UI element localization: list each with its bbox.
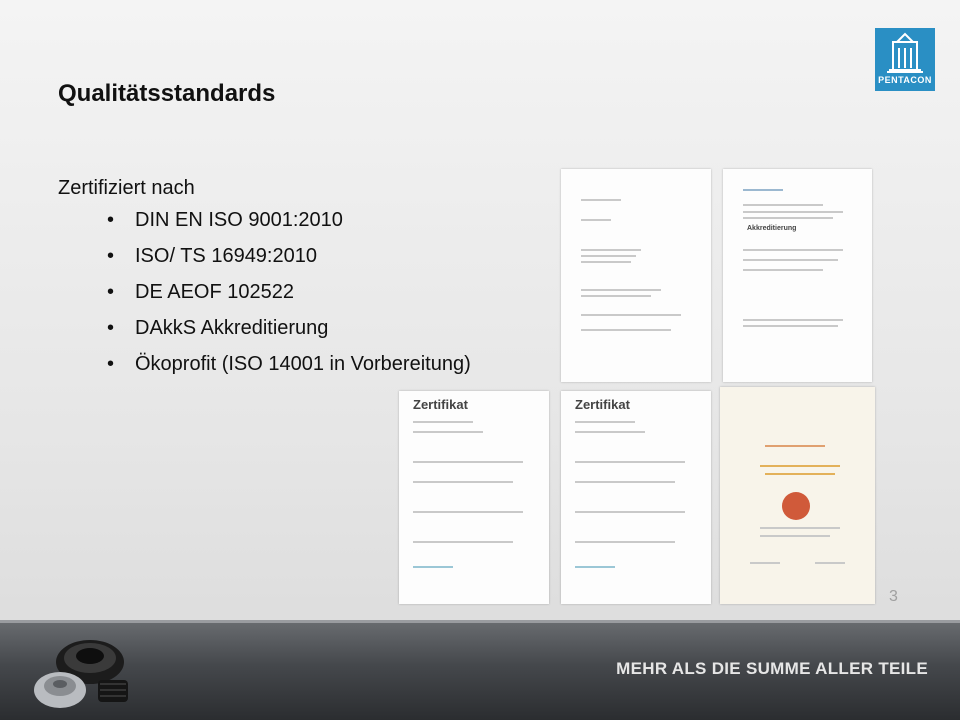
pentacon-logo (875, 28, 935, 91)
list-item (107, 244, 471, 280)
list-item-text: ISO/ TS 16949:2010 (135, 245, 317, 267)
footer-tagline: MEHR ALS DIE SUMME ALLER TEILE (616, 659, 928, 678)
certificate-heading: Zertifikat (575, 397, 630, 412)
slide-title: Qualitätsstandards (58, 80, 276, 107)
bullet-icon: • (107, 317, 115, 339)
certificate-image (720, 387, 875, 604)
list-item-text: DE AEOF 102522 (135, 281, 294, 303)
list-item (107, 352, 471, 388)
certificate-heading: Akkreditierung (747, 225, 797, 232)
lens-product-image (20, 622, 140, 720)
list-item-text: DAkkS Akkreditierung (135, 317, 329, 339)
bullet-icon: • (107, 353, 115, 375)
bullet-icon: • (107, 209, 115, 231)
list-item (107, 208, 471, 244)
certificate-image (561, 169, 711, 382)
list-item-text: DIN EN ISO 9001:2010 (135, 209, 343, 231)
ecoprofit-seal-icon (782, 492, 810, 520)
certification-list (107, 208, 471, 388)
list-item-text: Ökoprofit (ISO 14001 in Vorbereitung) (135, 353, 471, 375)
page-number: 3 (889, 588, 898, 605)
intro-text: Zertifiziert nach (58, 177, 195, 199)
certificate-image (561, 391, 711, 604)
bullet-icon: • (107, 245, 115, 267)
certificate-image (399, 391, 549, 604)
list-item (107, 280, 471, 316)
bullet-icon: • (107, 281, 115, 303)
logo-text: PENTACON (878, 75, 932, 85)
building-icon (875, 28, 935, 78)
list-item (107, 316, 471, 352)
footer-divider (0, 620, 960, 623)
certificate-heading: Zertifikat (413, 397, 468, 412)
certificate-image (723, 169, 872, 382)
